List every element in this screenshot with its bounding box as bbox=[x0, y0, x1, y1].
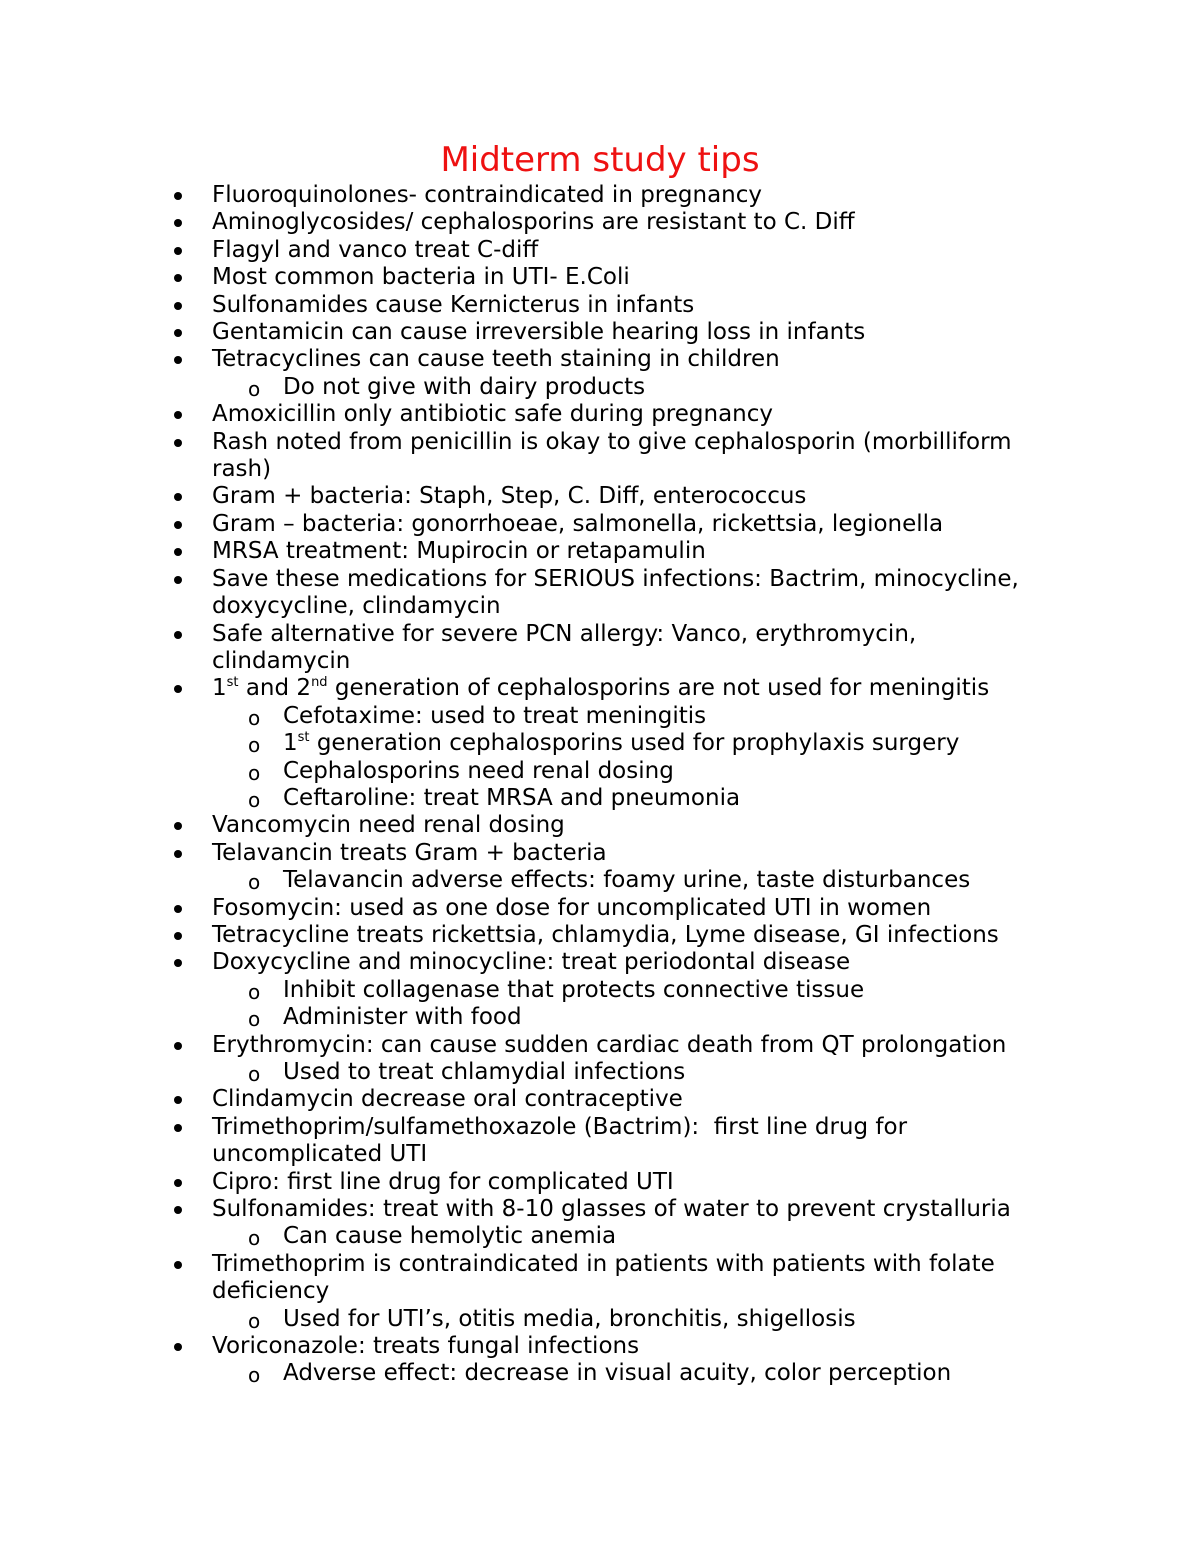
bullet-icon bbox=[172, 840, 184, 867]
sub-bullet-icon: o bbox=[248, 1363, 261, 1388]
bullet-icon bbox=[172, 483, 184, 510]
item-text: Cephalosporins need renal dosing bbox=[283, 757, 674, 784]
sub-list-item bbox=[0, 785, 1053, 812]
bullet-icon bbox=[172, 264, 184, 291]
sub-list-item bbox=[0, 374, 1053, 401]
sub-list-item bbox=[0, 730, 1053, 757]
item-text: Doxycycline and minocycline: treat periodontal disease bbox=[212, 949, 851, 976]
sub-list-item bbox=[0, 703, 1053, 730]
bullet-icon bbox=[172, 675, 184, 702]
bullet-icon bbox=[172, 511, 184, 538]
bullet-icon bbox=[172, 182, 184, 209]
item-text: Gentamicin can cause irreversible hearing loss in infants bbox=[212, 319, 866, 346]
ordinal-number: 2 bbox=[296, 675, 312, 702]
sub-bullet-icon: o bbox=[248, 705, 261, 730]
bullet-icon bbox=[172, 538, 184, 565]
item-text: Gram + bacteria: Staph, Step, C. Diff, enterococcus bbox=[212, 483, 807, 510]
item-text: Safe alternative for severe PCN allergy: Vanco, erythromycin, clindamycin bbox=[212, 620, 917, 674]
bullet-icon bbox=[172, 1086, 184, 1113]
item-text: Cipro: first line drug for complicated UTI bbox=[212, 1168, 674, 1195]
sub-list-item bbox=[0, 867, 1053, 894]
item-text: Telavancin adverse effects: foamy urine, taste disturbances bbox=[283, 867, 971, 894]
sub-list-item bbox=[0, 1059, 1053, 1086]
bullet-icon bbox=[172, 1169, 184, 1196]
bullet-icon bbox=[172, 949, 184, 976]
list-item bbox=[0, 1169, 1052, 1196]
sub-bullet-icon: o bbox=[248, 870, 261, 895]
bullet-icon bbox=[172, 566, 184, 593]
item-text: Trimethoprim/sulfamethoxazole (Bactrim): first line drug for uncomplicated UTI bbox=[212, 1113, 915, 1168]
item-text-part: and bbox=[238, 675, 297, 702]
bullet-icon bbox=[172, 1196, 184, 1223]
bullet-icon bbox=[172, 401, 184, 428]
sub-bullet-icon: o bbox=[248, 760, 261, 785]
item-text: Used for UTI’s, otitis media, bronchitis, shigellosis bbox=[283, 1305, 856, 1332]
item-text: Rash noted from penicillin is okay to give cephalosporin (morbilliform rash) bbox=[212, 428, 1012, 483]
item-text: Inhibit collagenase that protects connective tissue bbox=[283, 976, 865, 1003]
bullet-icon bbox=[172, 1333, 184, 1360]
sub-bullet-icon: o bbox=[248, 1308, 261, 1333]
sub-bullet-icon: o bbox=[248, 1062, 261, 1086]
list-item bbox=[0, 346, 1052, 373]
list-item bbox=[0, 1196, 1052, 1223]
sub-bullet-icon: o bbox=[248, 1226, 261, 1251]
list-item bbox=[0, 621, 1052, 676]
item-text: Amoxicillin only antibiotic safe during pregnancy bbox=[212, 401, 774, 428]
item-text: Sulfonamides cause Kernicterus in infants bbox=[212, 291, 695, 318]
bullet-icon bbox=[172, 237, 184, 264]
list-item bbox=[0, 1114, 1052, 1169]
item-text: Aminoglycosides/ cephalosporins are resistant to C. Diff bbox=[212, 209, 855, 236]
sub-bullet-icon: o bbox=[248, 1007, 261, 1032]
item-text: Tetracyclines can cause teeth staining in children bbox=[212, 346, 780, 373]
item-text: Telavancin treats Gram + bacteria bbox=[212, 839, 607, 866]
bullet-icon bbox=[172, 812, 184, 839]
list-item bbox=[0, 1251, 1052, 1306]
item-text: Save these medications for SERIOUS infections: Bactrim, minocycline, doxycycline, clindamycin bbox=[212, 565, 1019, 620]
list-item bbox=[0, 182, 1052, 209]
item-text: Erythromycin: can cause sudden cardiac death from QT prolongation bbox=[212, 1031, 1007, 1058]
item-text: Used to treat chlamydial infections bbox=[283, 1059, 686, 1085]
item-text: Fluoroquinolones- contraindicated in pregnancy bbox=[212, 182, 763, 208]
list-item bbox=[0, 675, 1052, 702]
bullet-icon bbox=[172, 1251, 184, 1278]
list-item bbox=[0, 949, 1052, 976]
item-text: Administer with food bbox=[283, 1004, 522, 1031]
item-text: Sulfonamides: treat with 8-10 glasses of water to prevent crystalluria bbox=[212, 1196, 1011, 1223]
bullet-icon bbox=[172, 292, 184, 319]
item-text: Adverse effect: decrease in visual acuity, color perception bbox=[283, 1360, 952, 1387]
sub-list-item bbox=[0, 1223, 1053, 1250]
item-text: Most common bacteria in UTI- E.Coli bbox=[212, 264, 630, 291]
item-text: Ceftaroline: treat MRSA and pneumonia bbox=[283, 784, 741, 811]
item-text: Can cause hemolytic anemia bbox=[283, 1223, 617, 1250]
ordinal-suffix: nd bbox=[311, 675, 328, 691]
bullet-icon bbox=[172, 429, 184, 456]
list-item bbox=[0, 511, 1052, 538]
item-text: Do not give with dairy products bbox=[283, 373, 646, 400]
list-item bbox=[0, 538, 1052, 565]
bullet-icon bbox=[172, 922, 184, 949]
list-item bbox=[0, 1333, 1052, 1360]
bullet-icon bbox=[172, 1114, 184, 1141]
sub-list-item bbox=[0, 758, 1053, 785]
list-item bbox=[0, 429, 1052, 484]
bullet-icon bbox=[172, 346, 184, 373]
item-text bbox=[212, 675, 989, 701]
list-item bbox=[0, 566, 1052, 621]
sub-list-item bbox=[0, 977, 1053, 1004]
study-tips-list bbox=[0, 182, 1200, 1388]
list-item bbox=[0, 401, 1052, 428]
sub-list-item bbox=[0, 1306, 1053, 1333]
list-item bbox=[0, 1032, 1052, 1059]
item-text: Tetracycline treats rickettsia, chlamydia, Lyme disease, GI infections bbox=[212, 921, 999, 948]
ordinal-suffix: st bbox=[226, 675, 239, 691]
item-text: Clindamycin decrease oral contraceptive bbox=[212, 1086, 683, 1113]
bullet-icon bbox=[172, 319, 184, 346]
item-text: Voriconazole: treats fungal infections bbox=[212, 1333, 640, 1360]
list-item bbox=[0, 812, 1052, 839]
page-title: Midterm study tips bbox=[440, 140, 760, 180]
list-item bbox=[0, 1086, 1052, 1113]
list-item bbox=[0, 319, 1052, 346]
sub-list-item bbox=[0, 1004, 1053, 1031]
sub-bullet-icon: o bbox=[248, 733, 261, 758]
item-text-part: generation of cephalosporins are not used for meningitis bbox=[327, 675, 990, 702]
item-text bbox=[283, 730, 959, 756]
item-text: Vancomycin need renal dosing bbox=[212, 812, 565, 839]
sub-bullet-icon: o bbox=[248, 787, 261, 812]
list-item bbox=[0, 237, 1052, 264]
bullet-icon bbox=[172, 1032, 184, 1059]
list-item bbox=[0, 922, 1052, 949]
list-item bbox=[0, 292, 1052, 319]
item-text: Cefotaxime: used to treat meningitis bbox=[283, 702, 707, 729]
item-text: MRSA treatment: Mupirocin or retapamulin bbox=[212, 538, 706, 565]
sub-list-item bbox=[0, 1360, 1053, 1387]
bullet-icon bbox=[172, 621, 184, 648]
list-item bbox=[0, 483, 1052, 510]
sub-bullet-icon: o bbox=[248, 979, 261, 1004]
bullet-icon bbox=[172, 895, 184, 922]
list-item bbox=[0, 840, 1052, 867]
item-text: Trimethoprim is contraindicated in patients with patients with folate deficiency bbox=[212, 1250, 995, 1305]
item-text: Gram – bacteria: gonorrhoeae, salmonella, rickettsia, legionella bbox=[212, 510, 944, 537]
item-text: Fosomycin: used as one dose for uncomplicated UTI in women bbox=[212, 894, 932, 921]
item-text-part: generation cephalosporins used for prophylaxis surgery bbox=[309, 730, 960, 757]
sub-bullet-icon: o bbox=[248, 376, 261, 401]
ordinal-number: 1 bbox=[283, 730, 298, 757]
bullet-icon bbox=[172, 209, 184, 236]
ordinal-number: 1 bbox=[212, 675, 227, 702]
list-item bbox=[0, 209, 1052, 236]
list-item bbox=[0, 895, 1052, 922]
list-item bbox=[0, 264, 1052, 291]
ordinal-suffix: st bbox=[297, 730, 310, 746]
item-text: Flagyl and vanco treat C-diff bbox=[212, 236, 539, 263]
